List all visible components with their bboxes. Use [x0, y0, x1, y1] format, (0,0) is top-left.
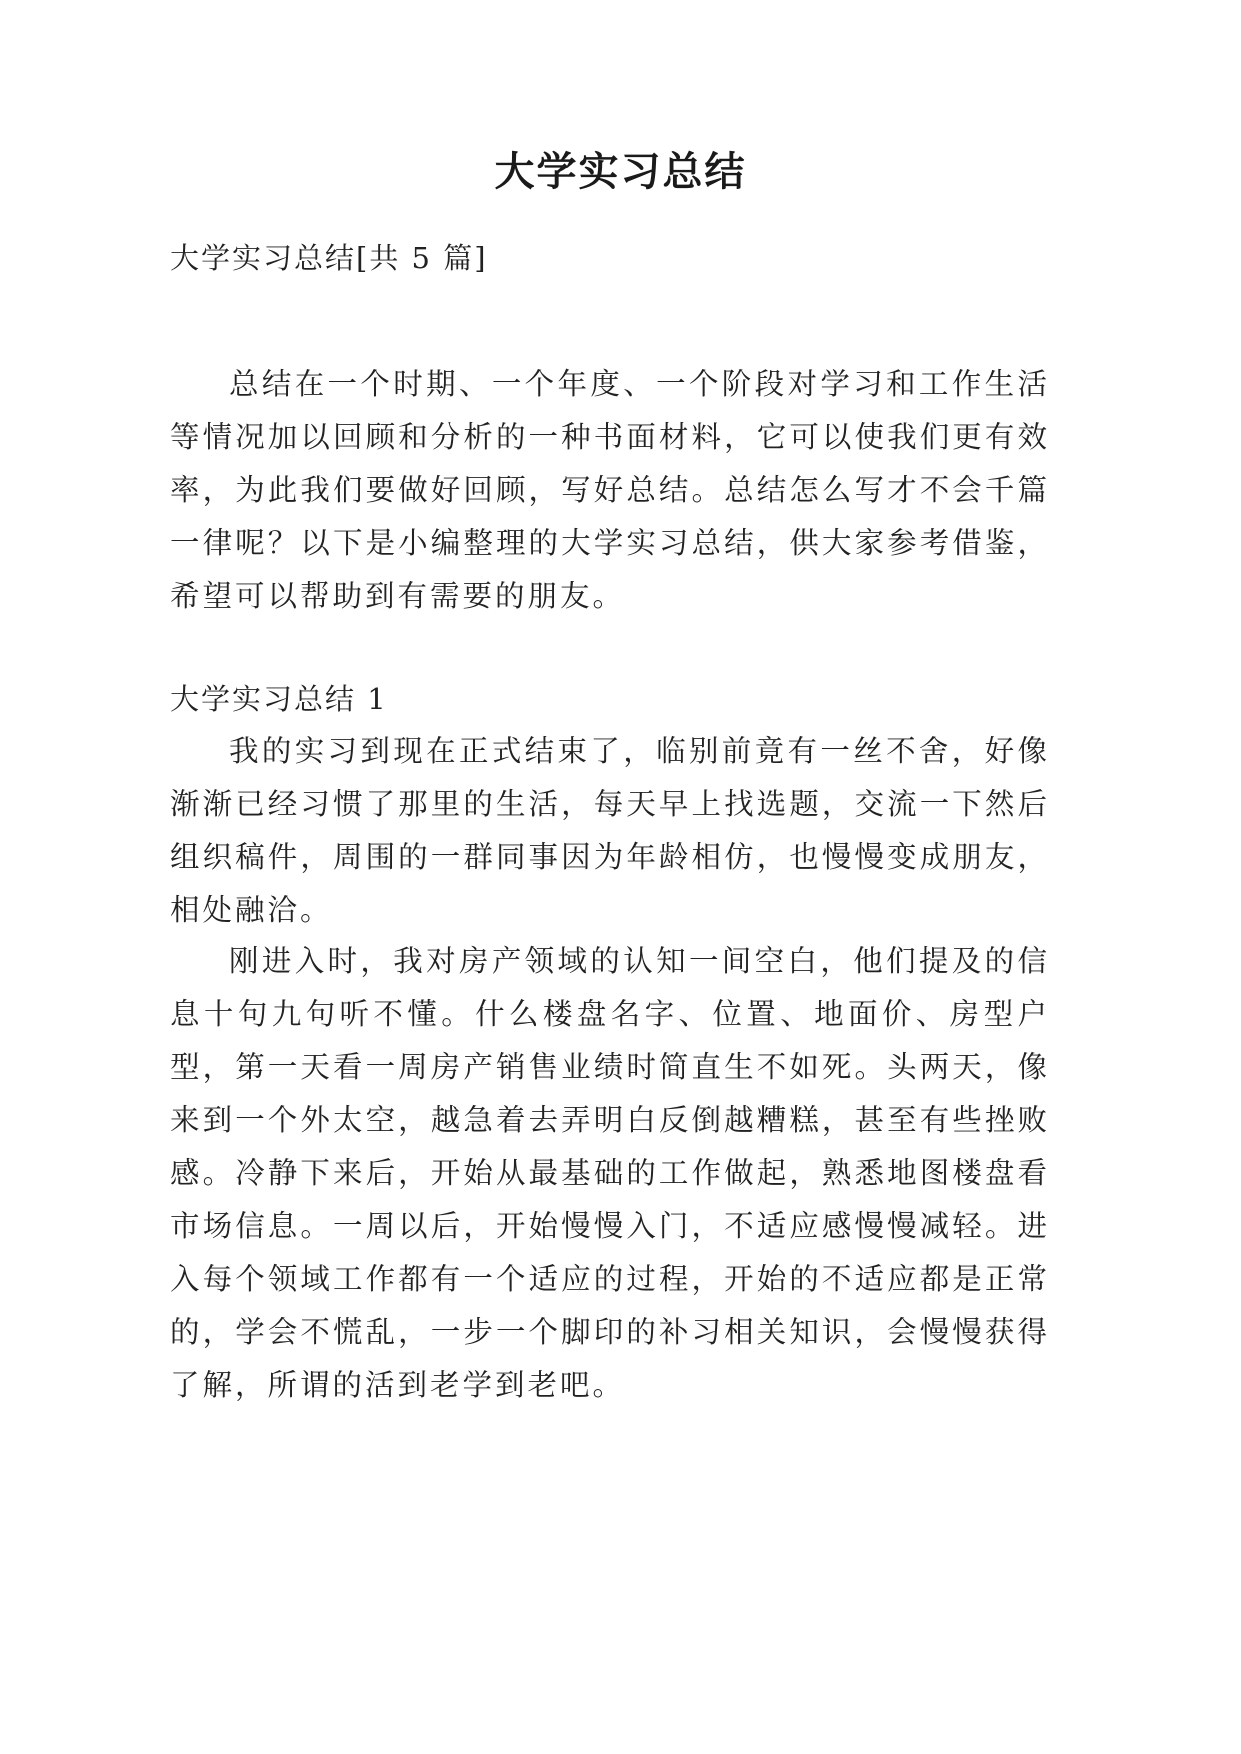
document-title: 大学实习总结: [494, 149, 747, 195]
document-subtitle: 大学实习总结[共 5 篇]: [170, 241, 488, 275]
section-paragraph: 刚进入时，我对房产领域的认知一间空白，他们提及的信息十句九句听不懂。什么楼盘名字、位置、地面价、房型户型，第一天看一周房产销售业绩时简直生不如死。头两天，像来到一个外太空，越急着去弄明白反倒越糟糕，甚至有些挫败感。冷静下来后，开始从最基础的工作做起，熟悉地图楼盘看市场信息。一周以后，开始慢慢入门，不适应感慢慢减轻。进入每个领域工作都有一个适应的过程，开始的不适应都是正常的，学会不慌乱，一步一个脚印的补习相关知识，会慢慢获得了解，所谓的活到老学到老吧。: [170, 944, 1050, 1402]
section-heading: 大学实习总结 1: [170, 682, 388, 716]
section-paragraph: 我的实习到现在正式结束了，临别前竟有一丝不舍，好像渐渐已经习惯了那里的生活，每天早上找选题，交流一下然后组织稿件，周围的一群同事因为年龄相仿，也慢慢变成朋友，相处融洽。: [170, 734, 1050, 927]
intro-paragraph: 总结在一个时期、一个年度、一个阶段对学习和工作生活等情况加以回顾和分析的一种书面材料，它可以使我们更有效率，为此我们要做好回顾，写好总结。总结怎么写才不会千篇一律呢？以下是小编整理的大学实习总结，供大家参考借鉴，希望可以帮助到有需要的朋友。: [170, 367, 1050, 613]
